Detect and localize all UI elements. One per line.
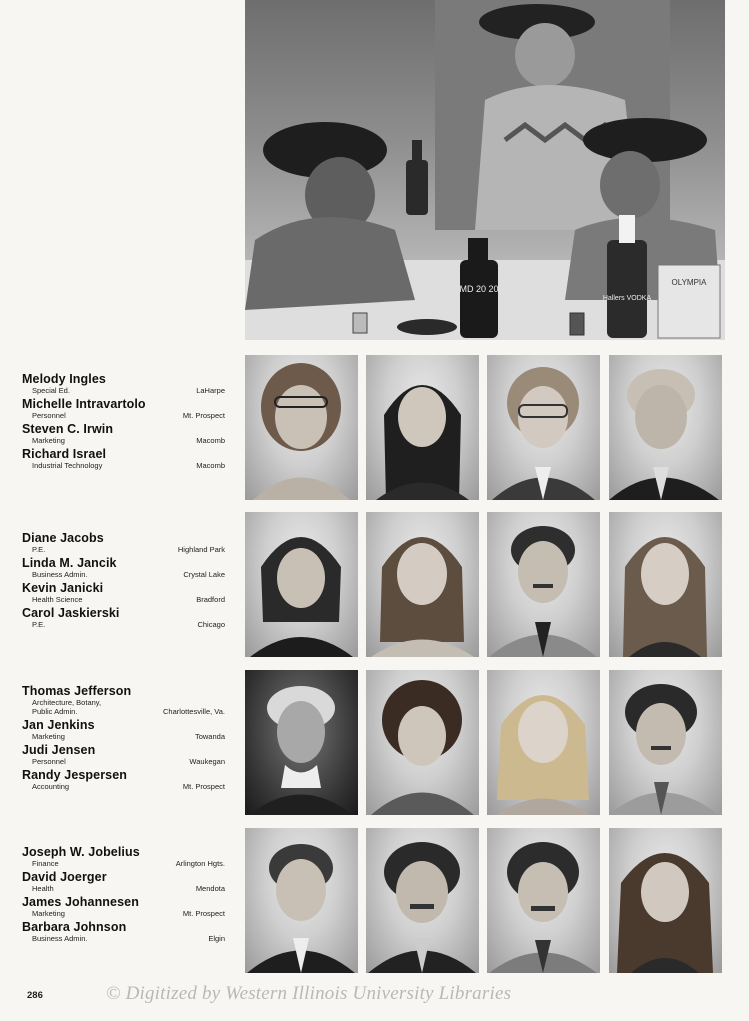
name-list: [22, 845, 225, 945]
vodka-label: Hallers VODKA: [602, 295, 652, 302]
student-name: James Johannesen: [22, 895, 139, 909]
portrait-photo: [609, 828, 722, 973]
ashtray: [397, 319, 457, 335]
student-name: Carol Jaskierski: [22, 606, 120, 620]
student-entry: [22, 556, 225, 579]
student-name: Diane Jacobs: [22, 531, 104, 545]
student-hometown: Mt. Prospect: [182, 782, 225, 791]
student-major: Business Admin.: [32, 570, 88, 579]
student-name: Judi Jensen: [22, 743, 96, 757]
portrait-photo: [366, 512, 479, 657]
student-entry: [22, 870, 225, 893]
student-entry: [22, 845, 225, 868]
shot-glass-right: [570, 313, 584, 335]
portrait-photo: [366, 670, 479, 815]
student-name: Thomas Jefferson: [22, 684, 132, 698]
student-hometown: Elgin: [208, 934, 225, 943]
whiskey-bottle: [406, 160, 428, 215]
student-name: Jan Jenkins: [22, 718, 95, 732]
student-name: Barbara Johnson: [22, 920, 127, 934]
student-hometown: Mt. Prospect: [182, 411, 225, 420]
portrait-painting: [245, 670, 358, 815]
student-name: Joseph W. Jobelius: [22, 845, 140, 859]
name-list: [22, 372, 225, 472]
student-entry: [22, 447, 225, 470]
painting-face: [515, 23, 575, 87]
student-hometown: Mendota: [195, 884, 225, 893]
student-major: Architecture, Botany, Public Admin.: [32, 698, 102, 716]
student-major: Special Ed.: [32, 386, 70, 395]
student-entry: [22, 581, 225, 604]
student-hometown: LaHarpe: [196, 386, 225, 395]
page-number: 286: [27, 990, 43, 1001]
portrait-photo: [487, 670, 600, 815]
portrait-photo: [609, 355, 722, 500]
student-entry: [22, 895, 225, 918]
portrait-photo: [366, 355, 479, 500]
student-name: David Joerger: [22, 870, 107, 884]
student-major: Marketing: [32, 732, 65, 741]
student-name: Melody Ingles: [22, 372, 106, 386]
md2020-bottle: [460, 260, 498, 338]
photo-scene: [245, 0, 725, 340]
student-entry: [22, 743, 225, 766]
top-photograph: [245, 0, 725, 340]
left-person-body: [245, 217, 415, 310]
student-hometown: Highland Park: [177, 545, 225, 554]
student-hometown: Arlington Hgts.: [175, 859, 225, 868]
student-entry: [22, 768, 225, 791]
student-major: Business Admin.: [32, 934, 88, 943]
student-entry: [22, 531, 225, 554]
student-major: Marketing: [32, 436, 65, 445]
portrait-row: [245, 828, 725, 973]
right-cowboy-hat: [583, 118, 707, 162]
portrait-photo: [487, 828, 600, 973]
portrait-photo: [245, 355, 358, 500]
shot-glass-left: [353, 313, 367, 333]
name-list: [22, 531, 225, 631]
portrait-photo: [245, 512, 358, 657]
student-hometown: Bradford: [196, 595, 225, 604]
student-entry: [22, 372, 225, 395]
beer-label: OLYMPIA: [671, 278, 707, 287]
student-hometown: Macomb: [196, 436, 225, 445]
student-name: Steven C. Irwin: [22, 422, 114, 436]
student-major: Accounting: [32, 782, 70, 791]
student-entry: [22, 920, 225, 943]
student-hometown: Crystal Lake: [183, 570, 225, 579]
student-major: Personnel: [32, 411, 66, 420]
student-major: Personnel: [32, 757, 66, 766]
student-hometown: Towanda: [194, 732, 225, 741]
portrait-row: [245, 670, 725, 815]
student-entry: [22, 718, 225, 741]
portrait-photo: [245, 828, 358, 973]
portrait-row: [245, 512, 725, 657]
student-major: Industrial Technology: [32, 461, 103, 470]
student-hometown: Chicago: [197, 620, 225, 629]
student-hometown: Charlottesville, Va.: [163, 707, 225, 716]
student-major: Health Science: [32, 595, 83, 604]
student-entry: [22, 606, 225, 629]
student-entry: [22, 422, 225, 445]
student-name: Randy Jespersen: [22, 768, 128, 782]
student-hometown: Macomb: [196, 461, 225, 470]
beer-cans: [658, 265, 720, 338]
student-name: Linda M. Jancik: [22, 556, 117, 570]
portrait-photo: [609, 512, 722, 657]
student-hometown: Waukegan: [189, 757, 225, 766]
md2020-label: MD 20 20: [459, 284, 499, 294]
portrait-photo: [487, 355, 600, 500]
student-entry: [22, 684, 225, 716]
student-name: Richard Israel: [22, 447, 107, 461]
right-person-head: [600, 151, 660, 219]
student-hometown: Mt. Prospect: [182, 909, 225, 918]
student-major: P.E.: [32, 545, 46, 554]
portrait-row: [245, 355, 725, 500]
student-major: Health: [32, 884, 54, 893]
name-list: [22, 684, 225, 793]
student-major: P.E.: [32, 620, 46, 629]
student-major: Marketing: [32, 909, 65, 918]
student-major: Finance: [32, 859, 59, 868]
portrait-photo: [609, 670, 722, 815]
student-name: Kevin Janicki: [22, 581, 104, 595]
portrait-photo: [366, 828, 479, 973]
digitization-watermark: © Digitized by Western Illinois University Libraries: [106, 983, 512, 1004]
student-name: Michelle Intravartolo: [22, 397, 146, 411]
portrait-photo: [487, 512, 600, 657]
vodka-bottle: [607, 240, 647, 338]
student-entry: [22, 397, 225, 420]
